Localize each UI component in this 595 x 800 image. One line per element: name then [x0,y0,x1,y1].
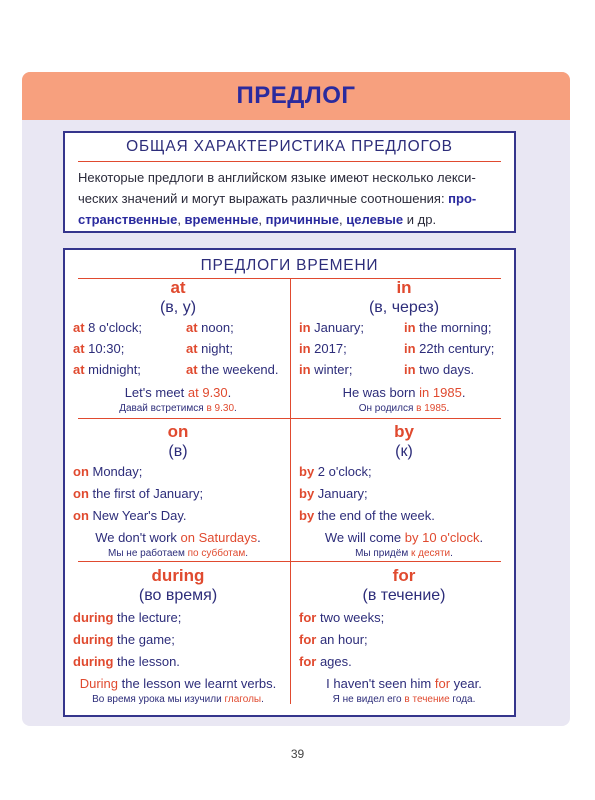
general-description [78,167,506,230]
term-purpose: целевые [346,212,404,227]
sentence-during [65,676,291,691]
translation-sentence-in [291,403,517,414]
ex-kw: at [73,362,85,377]
translation-sentence-for [291,694,517,705]
ex-kw: on [73,486,89,501]
example-during-1 [73,610,181,625]
ex-rest: the lesson. [113,654,180,669]
line-3-end: и др. [403,212,437,227]
ex-kw: at [186,341,198,356]
tr-kw: по субботам [187,548,246,559]
translation-sentence-by [291,548,517,559]
ex-rest: January; [310,320,365,335]
sentence-in [291,385,517,400]
ex-rest: ages. [316,654,352,669]
sent-kw: by 10 o'clock [404,530,480,545]
page-number: 39 [290,747,305,761]
example-for-2 [299,632,368,647]
example-at-1 [73,320,142,335]
sent-kw: for [434,676,451,691]
sep-2: , [258,212,266,227]
translation-by: (к) [395,443,413,460]
ex-rest: 8 o'clock; [84,320,142,335]
translation-sentence-at [65,403,291,414]
example-at-6 [186,362,279,377]
ex-rest: midnight; [84,362,141,377]
sentence-at [65,385,291,400]
ex-rest: two weeks; [316,610,385,625]
translation-sentence-during [65,694,291,705]
translation-on: (в) [168,443,188,460]
general-line-2 [78,188,506,209]
tr-a: Давай встретимся [119,403,207,414]
preposition-on: on [167,422,189,441]
preposition-in: in [396,278,412,297]
ex-kw: during [73,654,114,669]
ex-rest: the weekend. [197,362,279,377]
ex-rest: 10:30; [84,341,125,356]
ex-kw: during [73,610,114,625]
tr-kw: к десяти [411,548,451,559]
example-by-3 [299,508,435,523]
ex-rest: 2017; [310,341,347,356]
general-line-1: Некоторые предлоги в английском языке имеют несколько лекси- [78,170,476,185]
sent-b: year. [450,676,482,691]
sent-b: . [461,385,466,400]
ex-kw: in [299,341,311,356]
tr-b: . [234,403,237,414]
preposition-for: for [392,566,416,585]
preposition-at: at [170,278,186,297]
ex-kw: in [299,362,311,377]
example-at-2 [73,341,124,356]
tr-b: . [450,548,453,559]
ex-kw: by [299,486,315,501]
example-in-6 [404,362,474,377]
tr-b: . [245,548,248,559]
ex-kw: on [73,508,89,523]
translation-at: (в, у) [159,299,197,316]
general-line-3 [78,209,506,230]
title-banner [22,72,570,120]
general-line-2-highlight: про- [448,191,477,206]
sep-3: , [339,212,347,227]
example-in-5 [404,341,494,356]
page-title: ПРЕДЛОГ [236,82,356,109]
ex-kw: at [73,341,85,356]
sentence-for [291,676,517,691]
translation-in: (в, через) [368,299,440,316]
ex-kw: at [186,320,198,335]
sent-a: He was born [342,385,420,400]
sent-kw: on Saturdays [180,530,258,545]
example-during-2 [73,632,175,647]
tr-kw: в течение [404,694,450,705]
row-divider-1 [78,418,501,419]
ex-rest: two days. [415,362,475,377]
example-on-2 [73,486,203,501]
example-on-1 [73,464,142,479]
ex-kw: on [73,464,89,479]
sentence-by [291,530,517,545]
ex-kw: by [299,508,315,523]
cell-during [65,566,291,706]
ex-kw: in [404,320,416,335]
sent-b: the lesson we learnt verbs. [118,676,277,691]
ex-kw: for [299,632,317,647]
cell-on [65,422,291,562]
tr-kw: глаголы [224,694,262,705]
sent-kw: During [79,676,119,691]
ex-rest: the end of the week. [314,508,435,523]
tr-a: Во время урока мы изучили [92,694,225,705]
example-by-1 [299,464,372,479]
example-in-4 [404,320,491,335]
tr-b: года. [449,694,476,705]
example-at-3 [73,362,141,377]
ex-rest: 22th century; [415,341,495,356]
time-box-title: ПРЕДЛОГИ ВРЕМЕНИ [200,257,379,274]
ex-kw: for [299,610,317,625]
ex-rest: noon; [197,320,234,335]
ex-rest: 2 o'clock; [314,464,372,479]
ex-kw: in [404,362,416,377]
cell-at [65,278,291,418]
cell-in [291,278,517,418]
example-for-3 [299,654,352,669]
general-title-divider [78,161,501,162]
example-on-3 [73,508,187,523]
ex-rest: an hour; [316,632,368,647]
ex-kw: by [299,464,315,479]
preposition-during: during [151,566,205,585]
ex-rest: the morning; [415,320,492,335]
translation-sentence-on [65,548,291,559]
ex-kw: at [73,320,85,335]
ex-rest: New Year's Day. [88,508,187,523]
cell-for [291,566,517,706]
sent-a: Let's meet [124,385,188,400]
translation-during: (во время) [138,587,218,604]
ex-rest: the first of January; [88,486,204,501]
tr-b: . [261,694,264,705]
ex-rest: January; [314,486,368,501]
ex-rest: Monday; [88,464,143,479]
general-line-2-text: ческих значений и могут выражать различные соотношения: [78,191,449,206]
example-for-1 [299,610,384,625]
cell-by [291,422,517,562]
term-temporal: временные [184,212,259,227]
example-at-5 [186,341,233,356]
sent-kw: in 1985 [419,385,462,400]
general-characteristics-box [63,131,516,233]
tr-a: Мы не работаем [108,548,188,559]
tr-kw: в 9.30 [206,403,235,414]
tr-kw: в 1985 [416,403,447,414]
tr-a: Я не видел его [332,694,405,705]
sep-1: , [177,212,185,227]
ex-kw: in [299,320,311,335]
ex-rest: night; [197,341,233,356]
sent-a: We will come [324,530,405,545]
example-in-3 [299,362,352,377]
example-in-1 [299,320,364,335]
ex-kw: at [186,362,198,377]
ex-rest: winter; [310,362,353,377]
example-at-4 [186,320,234,335]
sentence-on [65,530,291,545]
general-box-title: ОБЩАЯ ХАРАКТЕРИСТИКА ПРЕДЛОГОВ [126,138,453,155]
tr-a: Мы придём [355,548,411,559]
tr-b: . [446,403,450,414]
term-causal: причинные [265,212,340,227]
tr-a: Он родился [358,403,417,414]
ex-kw: in [404,341,416,356]
time-prepositions-box [63,248,516,717]
example-during-3 [73,654,180,669]
sent-a: We don't work [95,530,181,545]
preposition-by: by [394,422,414,441]
sent-b: . [227,385,232,400]
term-spatial: странственные [78,212,178,227]
sent-a: I haven't seen him [326,676,435,691]
ex-rest: the game; [113,632,175,647]
example-by-2 [299,486,368,501]
sent-b: . [479,530,484,545]
translation-for: (в течение) [362,587,446,604]
ex-kw: for [299,654,317,669]
sent-kw: at 9.30 [187,385,228,400]
sent-b: . [257,530,261,545]
ex-kw: during [73,632,114,647]
ex-rest: the lecture; [113,610,182,625]
example-in-2 [299,341,347,356]
